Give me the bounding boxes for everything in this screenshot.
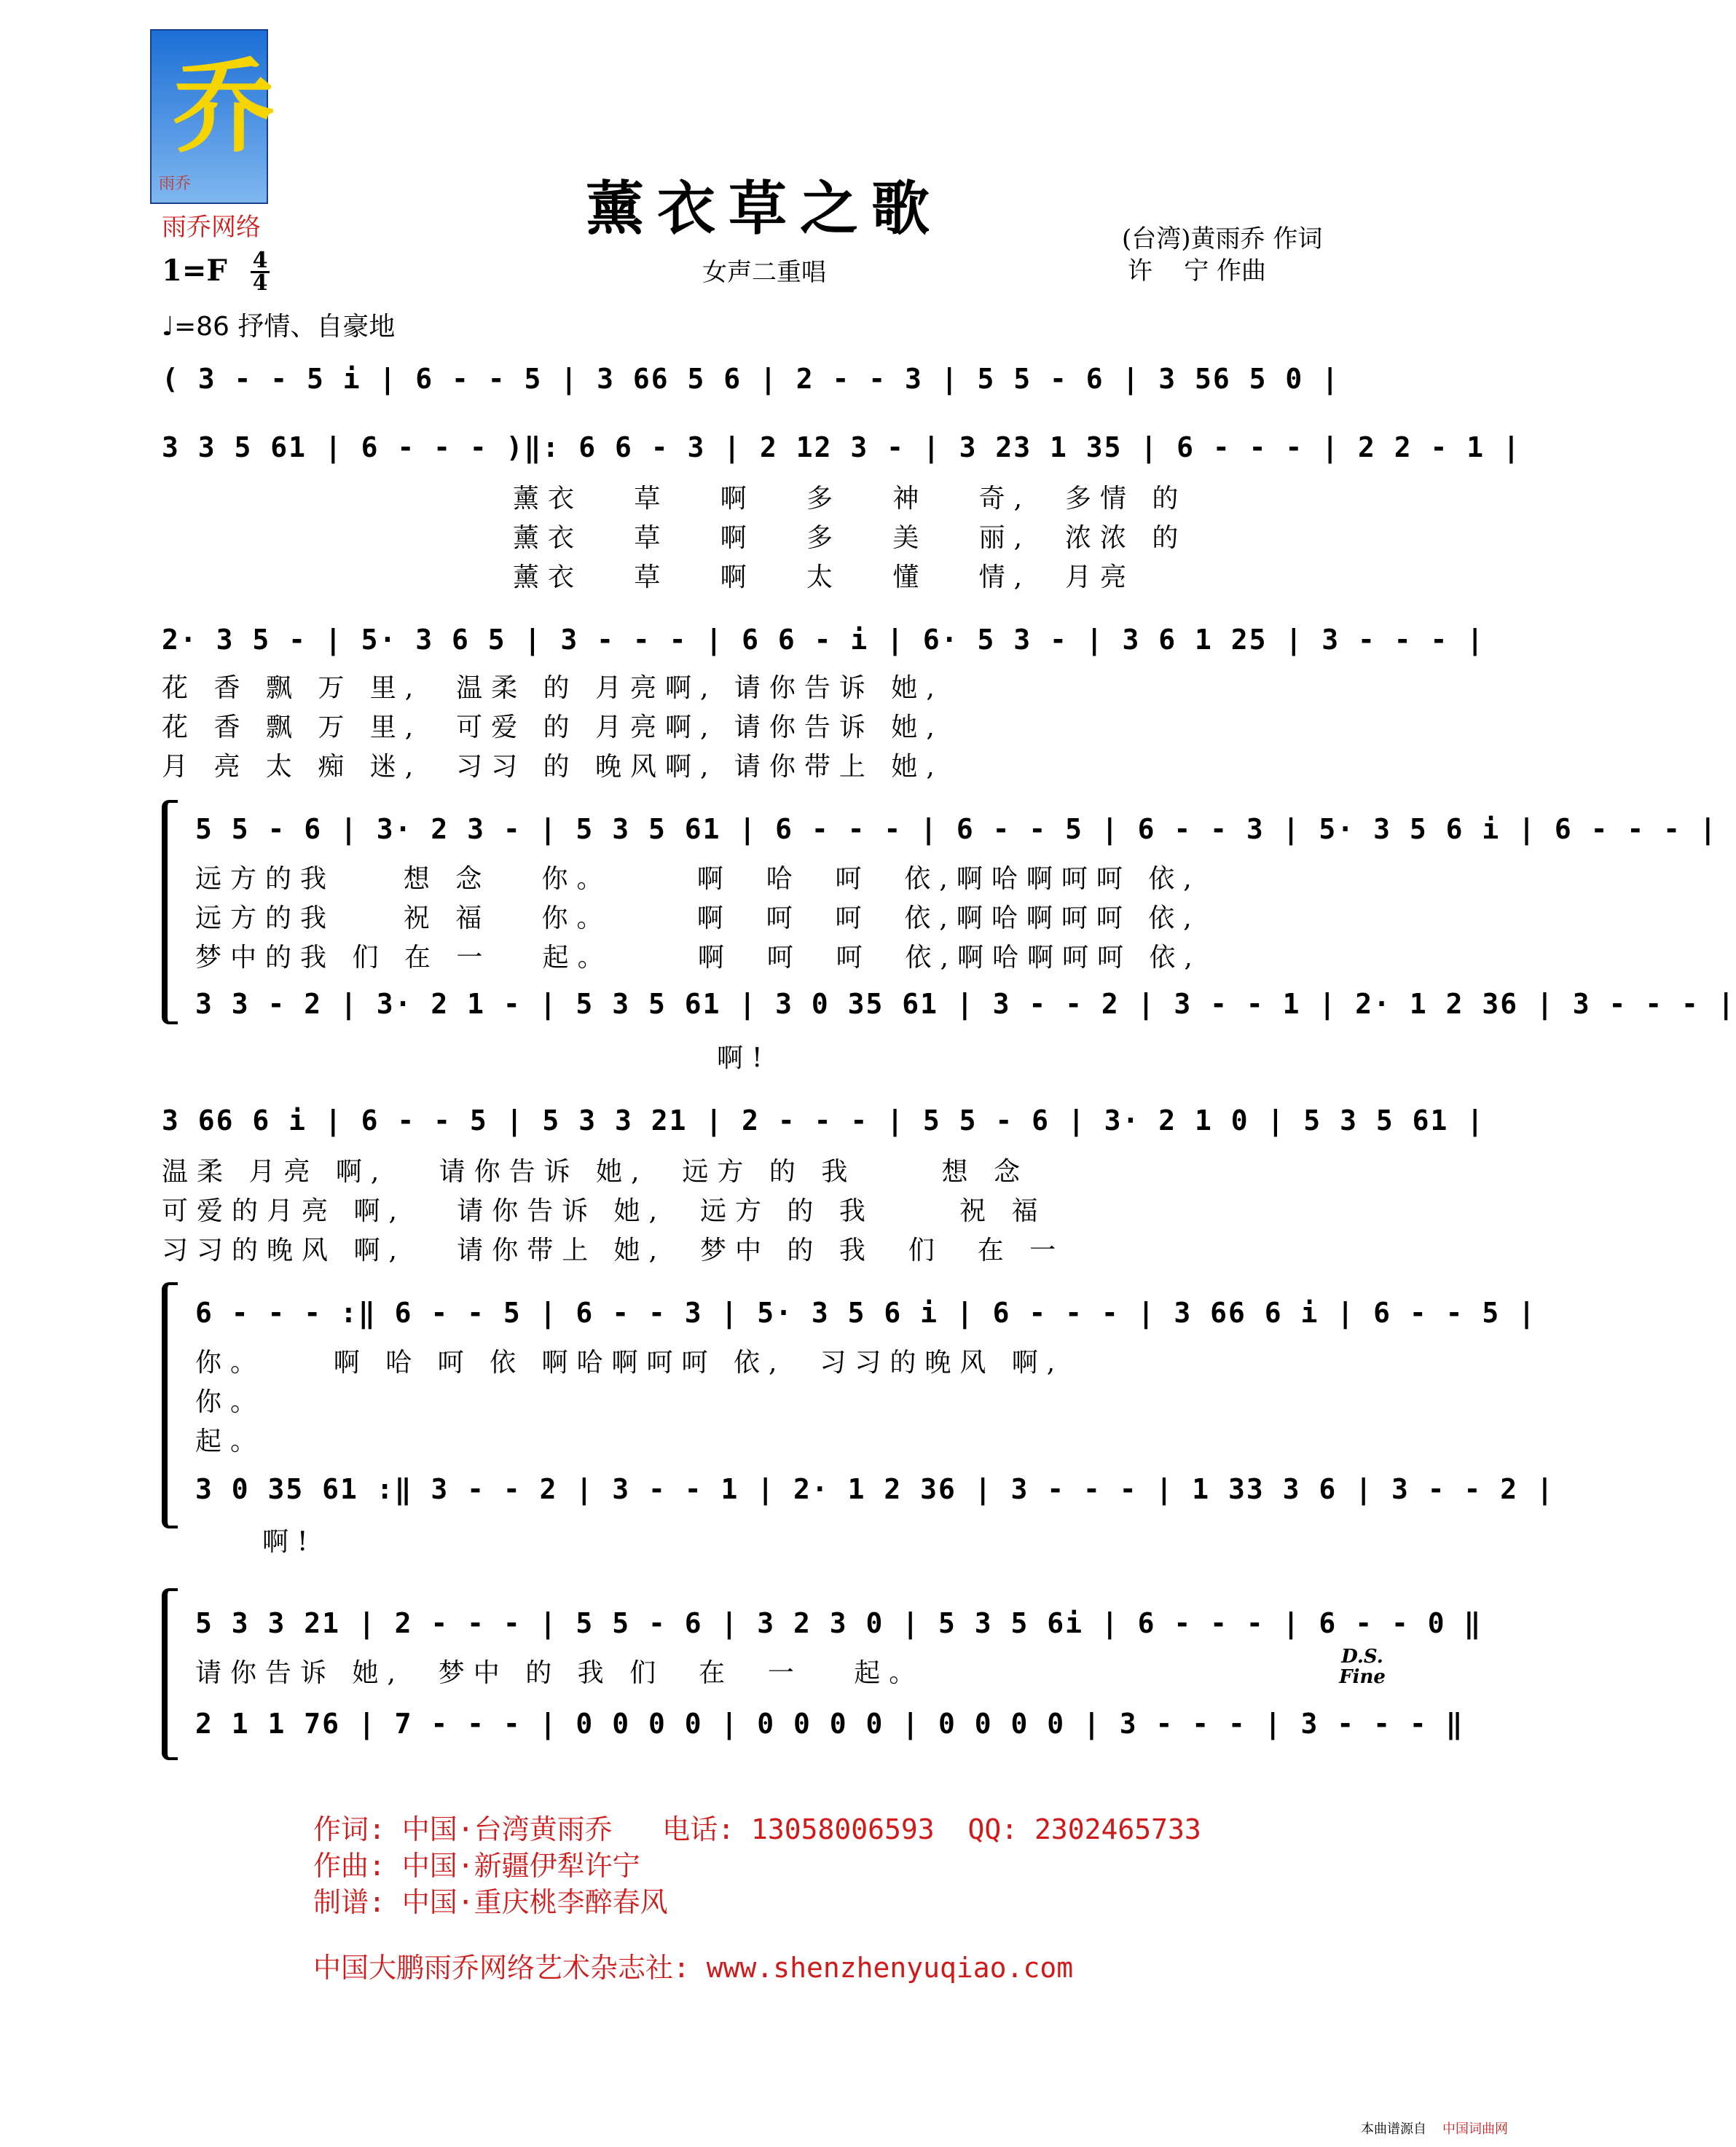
composer-credit: 许 宁 作曲: [1128, 256, 1267, 286]
lyric-line-4-verse-1: 远方的我 想 念 你。 啊 哈 呵 依,啊哈啊呵呵 依,: [195, 864, 1201, 894]
score-line-4-upper: 5 5 - 6 | 3· 2 3 - | 5 3 5 61 | 6 - - - | 6 - - 5 | 6 - - 3 | 5· 3 5 6 i | 6 - - - |: [195, 813, 1718, 845]
footer-lyricist: 作词: 中国·台湾黄雨乔 电话: 13058006593 QQ: 2302465733: [313, 1813, 1201, 1845]
lyric-line-6-verse-3: 起。: [195, 1426, 266, 1456]
score-line-7-upper: 5 3 3 21 | 2 - - - | 5 5 - 6 | 3 2 3 0 | 5 3 5 6i | 6 - - - | 6 - - 0 ‖: [195, 1607, 1482, 1639]
lyric-line-3-verse-1: 花 香 飘 万 里, 温柔 的 月亮啊, 请你告诉 她,: [162, 673, 943, 703]
tempo-marking: ♩=86 抒情、自豪地: [162, 312, 396, 342]
lyric-line-5-verse-1: 温柔 月亮 啊, 请你告诉 她, 远方 的 我 想 念: [162, 1157, 1029, 1187]
ds-mark: D.S.: [1341, 1646, 1383, 1668]
song-title: 薰衣草之歌: [586, 174, 943, 243]
key-signature: 1=F: [162, 254, 227, 288]
score-line-5: 3 66 6 i | 6 - - 5 | 5 3 3 21 | 2 - - - | 5 5 - 6 | 3· 2 1 0 | 5 3 5 61 |: [162, 1104, 1485, 1137]
time-signature-top: 4: [252, 248, 268, 273]
lyric-line-7: 请你告诉 她, 梦中 的 我 们 在 一 起。: [195, 1658, 924, 1688]
lyric-line-6-verse-1: 你。 啊 哈 呵 依 啊哈啊呵呵 依, 习习的晚风 啊,: [195, 1348, 1064, 1378]
score-line-4-lower: 3 3 - 2 | 3· 2 1 - | 5 3 5 61 | 3 0 35 61 | 3 - - 2 | 3 - - 1 | 2· 1 2 36 | 3 - - - |: [195, 988, 1736, 1020]
footer-composer: 作曲: 中国·新疆伊犁许宁: [313, 1850, 640, 1882]
score-line-1: ( 3 - - 5 i | 6 - - 5 | 3 66 5 6 | 2 - - 3 | 5 5 - 6 | 3 56 5 0 |: [162, 363, 1340, 395]
logo-seal-icon: 雨乔: [159, 175, 192, 193]
score-line-3: 2· 3 5 - | 5· 3 6 5 | 3 - - - | 6 6 - i | 6· 5 3 - | 3 6 1 25 | 3 - - - |: [162, 624, 1485, 656]
lyric-line-4-verse-3: 梦中的我 们 在 一 起。 啊 呵 呵 依,啊哈啊呵呵 依,: [195, 943, 1201, 973]
lyric-line-6-lower: 啊!: [262, 1527, 317, 1557]
brand-name: 雨乔网络: [162, 213, 261, 242]
score-line-6-upper: 6 - - - :‖ 6 - - 5 | 6 - - 3 | 5· 3 5 6 i | 6 - - - | 3 66 6 i | 6 - - 5 |: [195, 1297, 1536, 1329]
system-brace-1: [162, 800, 178, 1024]
source-site-link[interactable]: 中国词曲网: [1442, 2122, 1508, 2137]
logo-emblem-icon: 乔: [173, 47, 276, 167]
lyric-line-2-verse-3: 薰衣 草 啊 太 懂 情, 月亮: [513, 562, 1135, 592]
system-brace-2: [162, 1282, 178, 1528]
time-signature-bottom: 4: [252, 270, 268, 296]
system-brace-3: [162, 1588, 178, 1760]
lyric-line-3-verse-2: 花 香 飘 万 里, 可爱 的 月亮啊, 请你告诉 她,: [162, 713, 943, 742]
lyric-line-5-verse-2: 可爱的月亮 啊, 请你告诉 她, 远方 的 我 祝 福: [162, 1196, 1047, 1226]
score-line-7-lower: 2 1 1 76 | 7 - - - | 0 0 0 0 | 0 0 0 0 | 0 0 0 0 | 3 - - - | 3 - - - ‖: [195, 1708, 1464, 1740]
song-subtitle: 女声二重唱: [702, 258, 826, 287]
score-line-2: 3 3 5 61 | 6 - - - )‖: 6 6 - 3 | 2 12 3 - | 3 23 1 35 | 6 - - - | 2 2 - 1 |: [162, 431, 1521, 463]
fine-mark: Fine: [1339, 1666, 1386, 1688]
lyric-line-2-verse-2: 薰衣 草 啊 多 美 丽, 浓浓 的: [513, 523, 1187, 553]
source-label: 本曲谱源自: [1361, 2122, 1426, 2137]
lyric-line-6-verse-2: 你。: [195, 1387, 266, 1417]
footer-engraver: 制谱: 中国·重庆桃李醉春风: [313, 1886, 668, 1918]
lyricist-credit: (台湾)黄雨乔 作词: [1122, 224, 1323, 254]
time-signature: [251, 248, 270, 296]
lyric-line-2-verse-1: 薰衣 草 啊 多 神 奇, 多情 的: [513, 484, 1187, 514]
lyric-line-5-verse-3: 习习的晚风 啊, 请你带上 她, 梦中 的 我 们 在 一: [162, 1236, 1065, 1265]
footer-magazine-link[interactable]: 中国大鹏雨乔网络艺术杂志社: www.shenzhenyuqiao.com: [313, 1952, 1074, 1984]
ds-fine-mark: [1333, 1646, 1391, 1687]
score-line-6-lower: 3 0 35 61 :‖ 3 - - 2 | 3 - - 1 | 2· 1 2 36 | 3 - - - | 1 33 3 6 | 3 - - 2 |: [195, 1473, 1555, 1505]
lyric-line-4-verse-2: 远方的我 祝 福 你。 啊 呵 呵 依,啊哈啊呵呵 依,: [195, 903, 1201, 933]
lyric-line-4-lower: 啊!: [717, 1043, 771, 1073]
lyric-line-3-verse-3: 月 亮 太 痴 迷, 习习 的 晚风啊, 请你带上 她,: [162, 752, 943, 782]
